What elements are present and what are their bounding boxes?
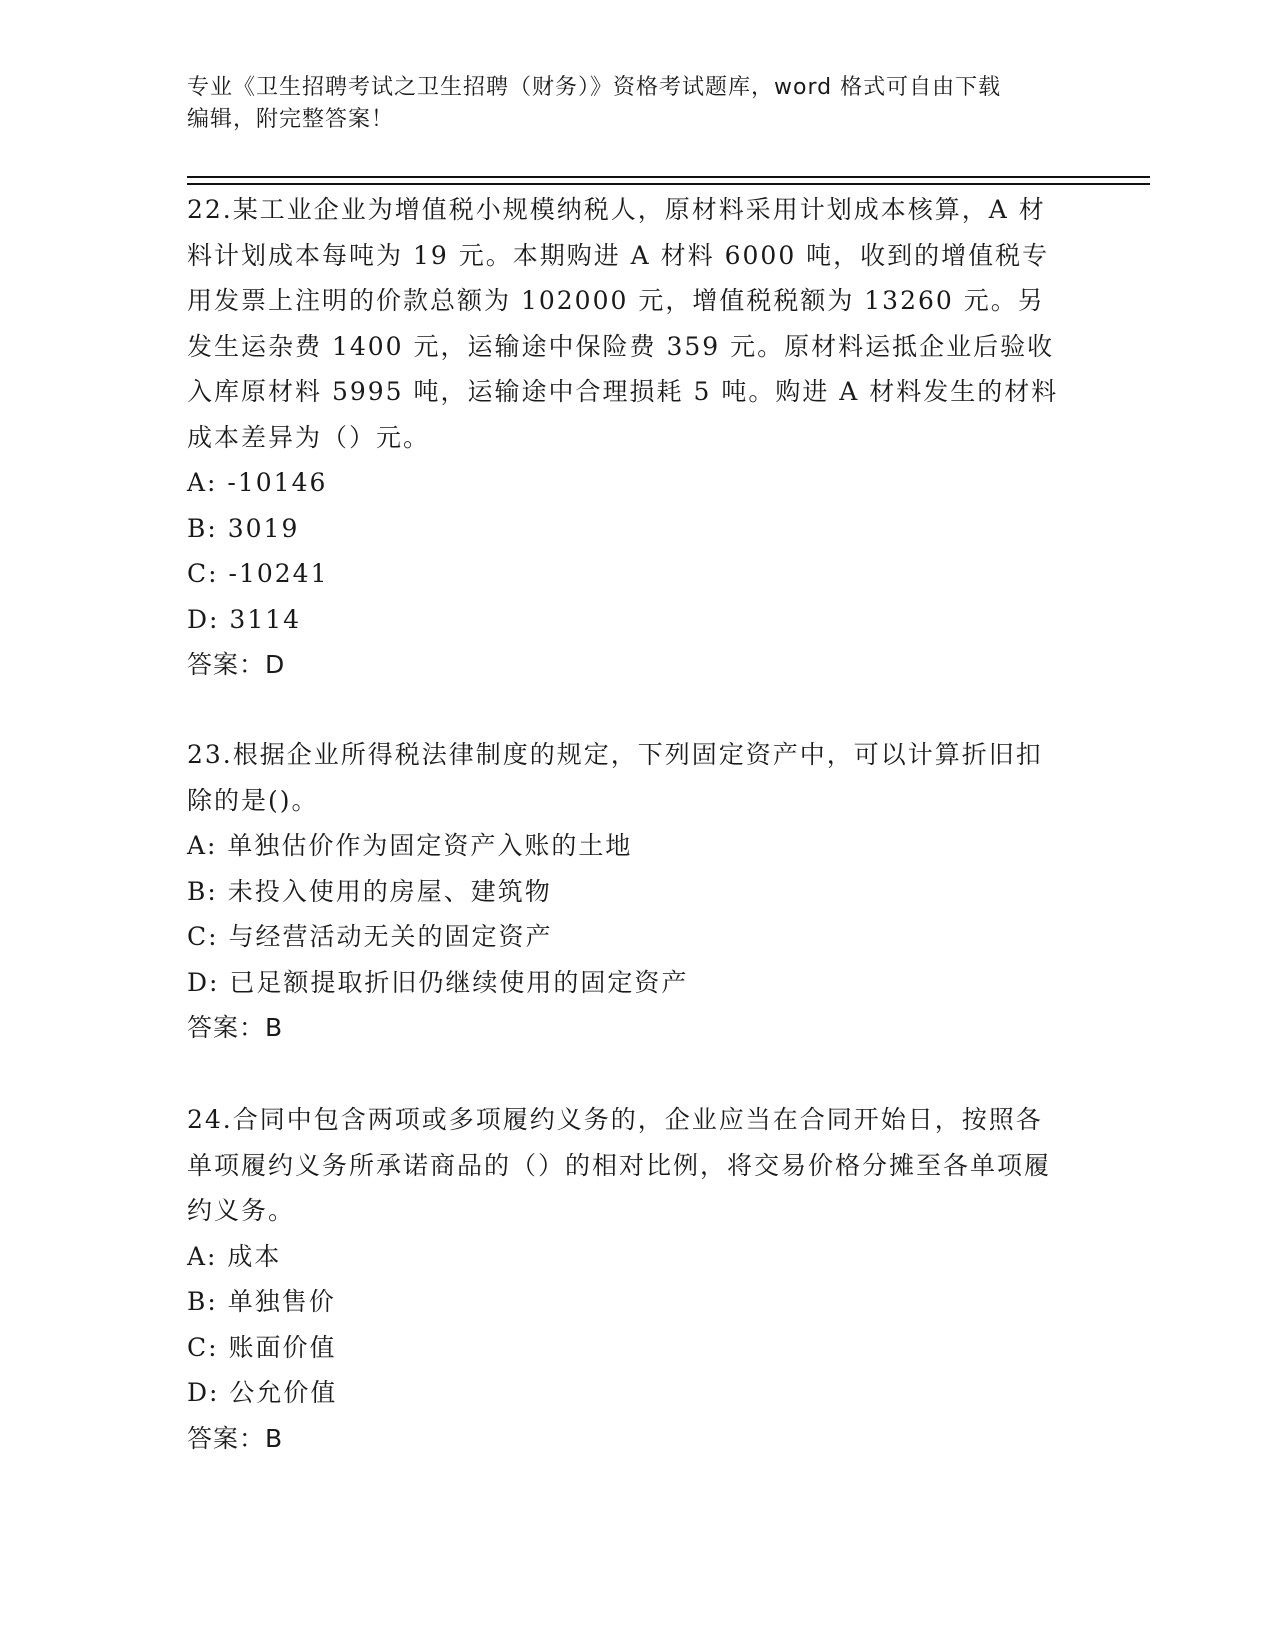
option-d: D: 3114 xyxy=(187,604,302,634)
question-text: 24.合同中包含两项或多项履约义务的，企业应当在合同开始日，按照各单项履约义务所承诺商品的（）的相对比例，将交易价格分摊至各单项履约义务。 xyxy=(187,1105,1052,1225)
question-22 xyxy=(187,187,1067,688)
option-c: C: 与经营活动无关的固定资产 xyxy=(187,922,553,951)
option-b: B: 单独售价 xyxy=(187,1287,336,1316)
question-text: 22.某工业企业为增值税小规模纳税人，原材料采用计划成本核算，A 材料计划成本每吨为 19 元。本期购进 A 材料 6000 吨，收到的增值税专用发票上注明的价款总额为 102000 元，增值税税额为 13260 元。另发生运杂费 1400 元，运输途中保险费 359 元。原材料运抵企业后验收入库原材料 5995 吨，运输途中合理损耗 5 吨。购进 A 材料发生的材料成本差异为（）元。 xyxy=(187,195,1059,452)
header-line-2: 编辑，附完整答案！ xyxy=(187,107,395,132)
option-d: D: 已足额提取折旧仍继续使用的固定资产 xyxy=(187,967,689,997)
option-c: C: 账面价值 xyxy=(187,1332,337,1362)
option-b: B: 未投入使用的房屋、建筑物 xyxy=(187,876,552,906)
header-divider-top xyxy=(187,176,1150,178)
option-b: B: 3019 xyxy=(187,513,300,543)
answer: 答案：D xyxy=(187,650,286,679)
question-text: 23.根据企业所得税法律制度的规定，下列固定资产中，可以计算折旧扣除的是()。 xyxy=(187,740,1043,815)
option-a: A: -10146 xyxy=(187,468,328,497)
answer: 答案：B xyxy=(187,1013,284,1042)
question-23 xyxy=(187,732,1067,1051)
header-line-1: 专业《卫生招聘考试之卫生招聘（财务）》资格考试题库，word 格式可自由下载 xyxy=(187,75,1002,100)
document-header xyxy=(187,72,1067,136)
option-a: A: 成本 xyxy=(187,1241,282,1271)
question-24 xyxy=(187,1097,1067,1461)
header-divider-bottom xyxy=(187,183,1150,185)
answer: 答案：B xyxy=(187,1423,284,1453)
option-a: A: 单独估价作为固定资产入账的土地 xyxy=(187,831,633,860)
option-d: D: 公允价值 xyxy=(187,1378,338,1407)
option-c: C: -10241 xyxy=(187,559,329,588)
